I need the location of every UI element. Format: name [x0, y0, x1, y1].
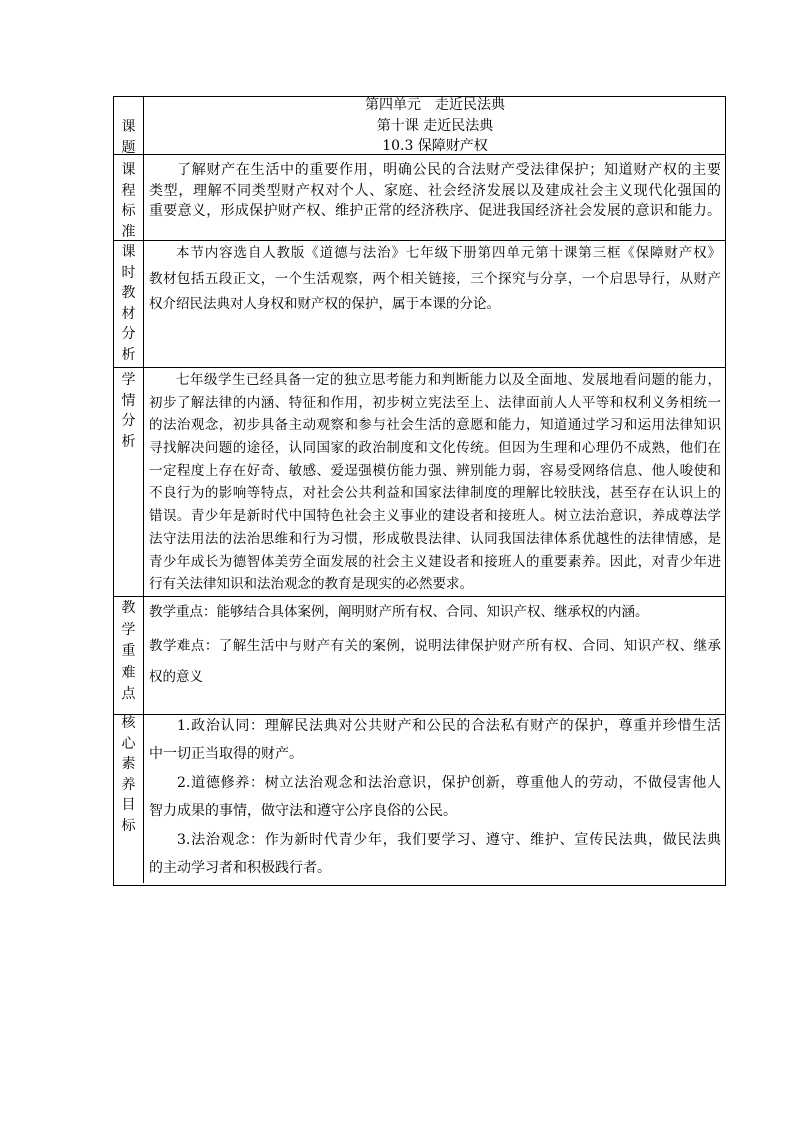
text-line: 七年级学生已经具备一定的独立思考能力和判断能力以及全面地、发展地看问题的能力， — [176, 372, 721, 388]
section-title: 10.3 保障财产权 — [382, 138, 488, 154]
text-line: 3.法治观念：作为新时代青少年，我们要学习、遵守、维护、宣传民法典，做民法典 — [177, 832, 721, 848]
row-content-cell — [144, 155, 725, 240]
goal-moral-cultivation — [149, 770, 721, 825]
text-line: 中一切正当取得的财产。 — [149, 745, 303, 762]
row-curriculum-standard — [114, 155, 725, 241]
text-line: 错误。青少年是新时代中国特色社会主义事业的建设者和接班人。树立法治意识，养成尊法学 — [149, 508, 721, 525]
text-line: 权的意义 — [149, 669, 203, 685]
text-line: 行有关法律知识和法治观念的教育是现实的必然要求。 — [149, 576, 473, 593]
row-header-cell — [114, 597, 144, 714]
textbook-analysis-paragraph — [149, 241, 721, 318]
row-header-label: 核心素养目标 — [121, 715, 136, 834]
text-line: 的法治观念，初步具备主动观察和参与社会生活的意愿和能力，知道通过学习和运用法律知识 — [149, 417, 721, 434]
row-header-cell — [114, 715, 144, 883]
row-header-label: 教学重难点 — [121, 600, 136, 702]
topic-paragraph — [149, 97, 721, 155]
row-header-cell — [114, 241, 144, 367]
text-line: 青少年成长为德智体美劳全面发展的社会主义建设者和接班人的重要素养。因此，对青少年进 — [149, 553, 721, 570]
row-key-difficult-points — [114, 597, 725, 715]
row-header-cell — [114, 97, 144, 154]
learner-analysis-paragraph — [149, 369, 721, 596]
text-line: 一定程度上存在好奇、敏感、爱逞强模仿能力强、辨别能力弱，容易受网络信息、他人唆使和 — [149, 462, 721, 479]
goal-rule-of-law — [149, 827, 721, 882]
text-line: 教学重点：能够结合具体案例，阐明财产所有权、合同、知识产权、继承权的内涵。 — [149, 604, 649, 620]
row-lesson-topic — [114, 97, 725, 155]
row-content-cell — [144, 368, 725, 596]
row-header-cell — [114, 155, 144, 240]
key-point-paragraph — [149, 597, 721, 628]
lesson-title: 第十课 走近民法典 — [376, 117, 494, 134]
row-header-cell — [114, 368, 144, 596]
unit-title: 第四单元 走近民法典 — [365, 97, 505, 113]
text-line: 初步了解法律的内涵、特征和作用，初步树立宪法至上、法律面前人人平等和权利义务相统一 — [149, 394, 721, 411]
text-line: 2.道德修养：树立法治观念和法治意识，保护创新，尊重他人的劳动，不做侵害他人 — [177, 775, 721, 791]
text-line: 1.政治认同：理解民法典对公共财产和公民的合法私有财产的保护，尊重并珍惜生活 — [177, 718, 721, 734]
row-header-label: 学情分析 — [121, 372, 136, 450]
row-content-cell — [144, 597, 725, 714]
row-core-literacy-goals — [114, 715, 725, 885]
difficult-point-paragraph — [149, 631, 721, 693]
row-content-cell — [144, 97, 725, 152]
text-line: 不良行为的影响等特点，对社会公共利益和国家法律制度的理解比较肤浅，甚至存在认识上的 — [149, 485, 721, 502]
goal-political-identity — [149, 715, 721, 768]
text-line: 的主动学习者和积极践行者。 — [149, 859, 331, 876]
row-content-cell — [144, 715, 725, 883]
text-line: 教材包括五段正文，一个生活观察，两个相关链接，三个探究与分享，一个启思导行，从财产 — [149, 270, 721, 287]
text-line: 寻找解决问题的途径，认同国家的政治制度和文化传统。但因为生理和心理仍不成熟，他们在 — [149, 440, 721, 457]
text-line: 权介绍民法典对人身权和财产权的保护，属于本课的分论。 — [149, 296, 500, 312]
row-textbook-analysis — [114, 241, 725, 368]
text-line: 了解财产在生活中的重要作用，明确公民的合法财产受法律保护；知道财产权的主要 — [177, 162, 721, 178]
lesson-plan-table — [113, 96, 726, 886]
curriculum-standard-paragraph — [149, 160, 721, 222]
text-line: 教学难点：了解生活中与财产有关的案例，说明法律保护财产所有权、合同、知识产权、继承 — [149, 638, 721, 654]
text-line: 类型，理解不同类型财产权对个人、家庭、社会经济发展以及建成社会主义现代化强国的 — [149, 182, 721, 199]
row-header-label: 课题 — [121, 119, 136, 155]
row-header-label: 课时教材分析 — [121, 244, 136, 363]
row-learner-analysis — [114, 368, 725, 597]
text-line: 智力成果的事情，做守法和遵守公序良俗的公民。 — [149, 802, 457, 819]
text-line: 法守法用法的法治思维和行为习惯，形成敬畏法律、认同我国法律体系优越性的法律情感，是 — [149, 530, 721, 547]
text-line: 本节内容选自人教版《道德与法治》七年级下册第四单元第十课第三框《保障财产权》 — [176, 245, 721, 261]
row-header-label: 课程标准 — [121, 162, 136, 240]
text-line: 重要意义，形成保护财产权、维护正常的经济秩序、促进我国经济社会发展的意识和能力。 — [149, 203, 721, 219]
row-content-cell — [144, 241, 725, 367]
